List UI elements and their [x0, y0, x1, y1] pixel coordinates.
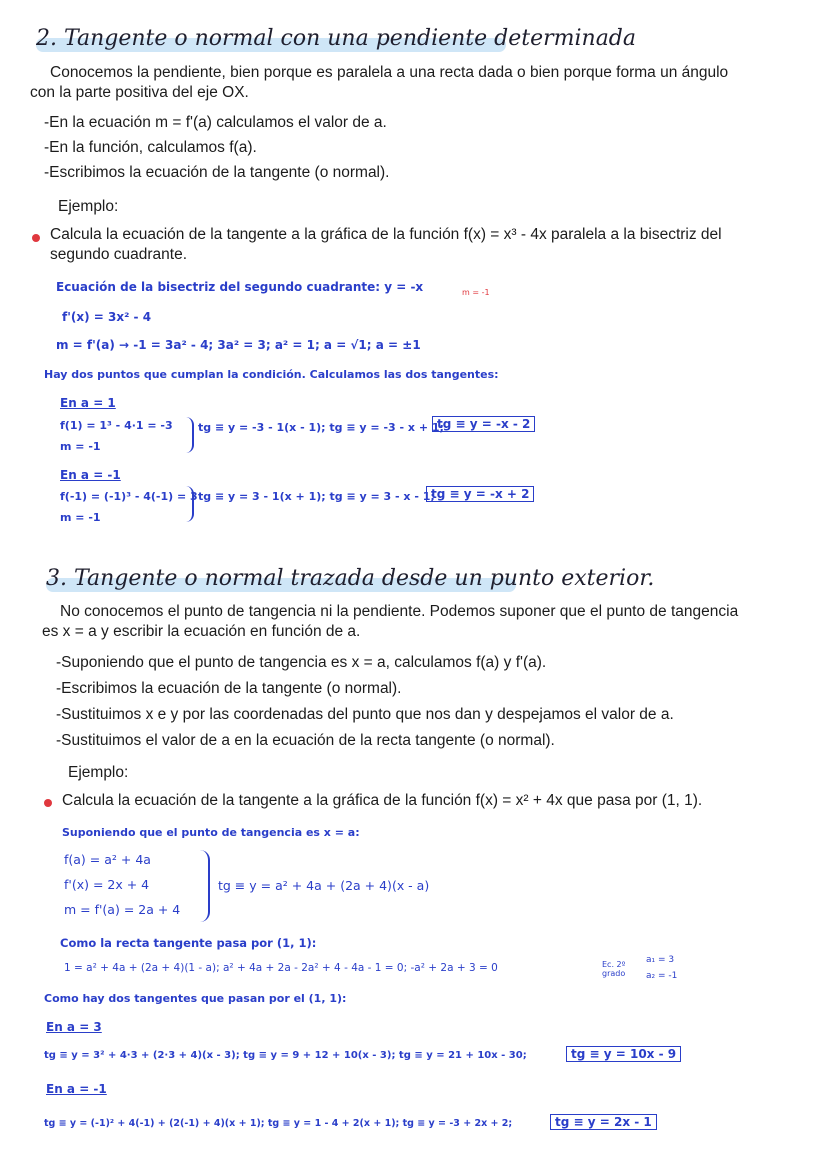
equation-type-note: Ec. 2º grado — [602, 960, 626, 978]
section-2-intro-line-1: Conocemos la pendiente, bien porque es paralela a una recta dada o bien porque forma un ángulo — [50, 64, 729, 81]
bullet-icon — [32, 234, 40, 242]
brace-icon — [200, 850, 210, 922]
solution-line: tg ≡ y = a² + 4a + (2a + 4)(x - a) — [218, 878, 430, 893]
section-3-title: 3. Tangente o normal trazada desde un punto exterior. — [46, 566, 655, 591]
case-equation: tg ≡ y = 3² + 4·3 + (2·3 + 4)(x - 3); tg ≡ y = 9 + 12 + 10(x - 3); tg ≡ y = 21 + 10x - 30; — [44, 1050, 527, 1061]
brace-icon — [186, 486, 194, 522]
example-label: Ejemplo: — [68, 764, 129, 781]
result-box: tg ≡ y = -x + 2 — [426, 486, 534, 502]
solution-line: f'(x) = 3x² - 4 — [62, 310, 152, 324]
solution-line: Como la recta tangente pasa por (1, 1): — [60, 936, 317, 950]
section-3-intro-line-2: es x = a y escribir la ecuación en función de a. — [42, 623, 361, 640]
exercise-statement: Calcula la ecuación de la tangente a la gráfica de la función f(x) = x³ - 4x paralela a la bisectriz del — [50, 226, 722, 243]
solution-line: Hay dos puntos que cumplan la condición. Calculamos las dos tangentes: — [44, 368, 499, 381]
case-title: En a = 3 — [46, 1020, 102, 1034]
solution-line: f'(x) = 2x + 4 — [64, 877, 150, 892]
section-2-intro-line-2: con la parte positiva del eje OX. — [30, 84, 249, 101]
case-title: En a = -1 — [46, 1082, 107, 1096]
section-3-step: -Sustituimos el valor de a en la ecuación de la recta tangente (o normal). — [56, 732, 555, 749]
solution-line: Ecuación de la bisectriz del segundo cuadrante: y = -x — [56, 280, 424, 294]
solution-line: m = f'(a) = 2a + 4 — [64, 902, 181, 917]
solution-line: f(a) = a² + 4a — [64, 852, 151, 867]
section-3-step: -Suponiendo que el punto de tangencia es x = a, calculamos f(a) y f'(a). — [56, 654, 547, 671]
section-3-step: -Sustituimos x e y por las coordenadas del punto que nos dan y despejamos el valor de a. — [56, 706, 674, 723]
result-box: tg ≡ y = 2x - 1 — [550, 1114, 657, 1130]
exercise-statement: segundo cuadrante. — [50, 246, 188, 263]
case-title: En a = 1 — [60, 396, 116, 410]
section-2-step: -En la ecuación m = f'(a) calculamos el valor de a. — [44, 114, 387, 131]
example-label: Ejemplo: — [58, 198, 119, 215]
root-value: a₂ = -1 — [646, 971, 678, 981]
section-2-step: -En la función, calculamos f(a). — [44, 139, 257, 156]
case-value: m = -1 — [60, 440, 101, 453]
solution-line: 1 = a² + 4a + (2a + 4)(1 - a); a² + 4a + 2a - 2a² + 4 - 4a - 1 = 0; -a² + 2a + 3 = 0 — [64, 962, 498, 974]
section-2-step: -Escribimos la ecuación de la tangente (o normal). — [44, 164, 390, 181]
bullet-icon — [44, 799, 52, 807]
case-value: m = -1 — [60, 511, 101, 524]
case-value: f(-1) = (-1)³ - 4(-1) = 3 — [60, 490, 198, 503]
root-value: a₁ = 3 — [646, 955, 675, 965]
case-equation: tg ≡ y = 3 - 1(x + 1); tg ≡ y = 3 - x - 1; — [198, 490, 435, 503]
case-equation: tg ≡ y = -3 - 1(x - 1); tg ≡ y = -3 - x + 1; — [198, 421, 444, 434]
slope-note: m = -1 — [462, 288, 490, 297]
solution-line: Como hay dos tangentes que pasan por el (1, 1): — [44, 992, 347, 1005]
result-box: tg ≡ y = 10x - 9 — [566, 1046, 681, 1062]
solution-line: m = f'(a) → -1 = 3a² - 4; 3a² = 3; a² = 1; a = √1; a = ±1 — [56, 338, 421, 352]
section-3-intro-line-1: No conocemos el punto de tangencia ni la pendiente. Podemos suponer que el punto de tangencia — [60, 603, 739, 620]
case-title: En a = -1 — [60, 468, 121, 482]
case-value: f(1) = 1³ - 4·1 = -3 — [60, 419, 173, 432]
case-equation: tg ≡ y = (-1)² + 4(-1) + (2(-1) + 4)(x + 1); tg ≡ y = 1 - 4 + 2(x + 1); tg ≡ y = -3 + 2x + 2; — [44, 1118, 513, 1129]
exercise-statement: Calcula la ecuación de la tangente a la gráfica de la función f(x) = x² + 4x que pasa por (1, 1). — [62, 792, 703, 809]
section-3-step: -Escribimos la ecuación de la tangente (o normal). — [56, 680, 402, 697]
result-box: tg ≡ y = -x - 2 — [432, 416, 535, 432]
brace-icon — [186, 417, 194, 453]
section-2-title: 2. Tangente o normal con una pendiente determinada — [36, 26, 637, 51]
solution-line: Suponiendo que el punto de tangencia es x = a: — [62, 826, 360, 839]
